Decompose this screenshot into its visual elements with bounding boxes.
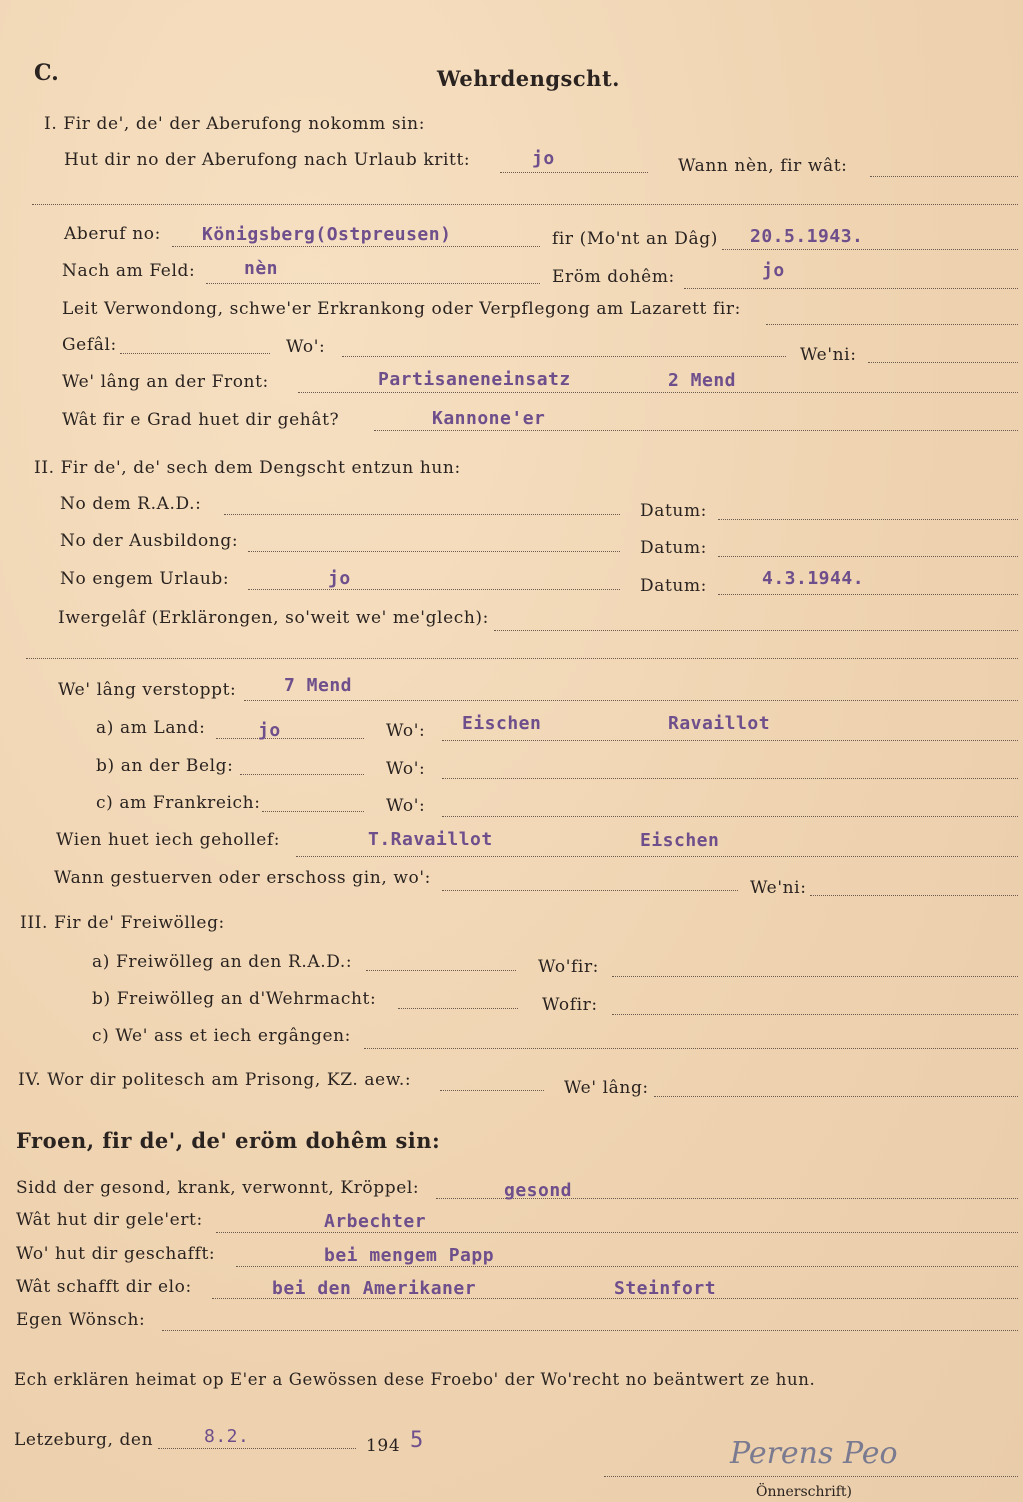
land-wo-value-2[interactable]: Ravaillot bbox=[668, 713, 771, 734]
date-line bbox=[158, 1448, 356, 1449]
gelert-label: Wât hut dir gele'ert: bbox=[16, 1210, 203, 1230]
front-line bbox=[298, 392, 1018, 393]
freiw-wehr-wofir-line bbox=[612, 1014, 1018, 1015]
hut-line bbox=[500, 172, 648, 173]
gefal-weni-line bbox=[868, 362, 1018, 363]
urlaub-datum-label: Datum: bbox=[640, 576, 707, 596]
sidd-label: Sidd der gesond, krank, verwonnt, Kröppel: bbox=[16, 1178, 420, 1198]
hut-label: Hut dir no der Aberufong nach Urlaub kritt: bbox=[64, 150, 471, 170]
fir-value[interactable]: 20.5.1943. bbox=[750, 226, 864, 247]
urlaub-label: No engem Urlaub: bbox=[60, 569, 230, 589]
aberuf-line bbox=[172, 246, 540, 247]
date-value[interactable]: 8.2. bbox=[204, 1426, 250, 1447]
sidd-value[interactable]: gesond bbox=[504, 1180, 573, 1201]
feld-label: Nach am Feld: bbox=[62, 261, 196, 281]
verst-label: We' lâng verstoppt: bbox=[58, 680, 237, 700]
iwerg-label: Iwergelâf (Erklärongen, so'weit we' me'glech): bbox=[58, 608, 489, 628]
frank-label: c) am Frankreich: bbox=[96, 793, 261, 813]
ausb-datum-label: Datum: bbox=[640, 538, 707, 558]
belg-wo-label: Wo': bbox=[386, 759, 426, 779]
front-value[interactable]: Partisaneneinsatz bbox=[378, 369, 571, 390]
geschafft-label: Wo' hut dir geschafft: bbox=[16, 1244, 216, 1264]
frank-wo-label: Wo': bbox=[386, 796, 426, 816]
gefal-wo-label: Wo': bbox=[286, 337, 326, 357]
geschafft-value[interactable]: bei mengem Papp bbox=[324, 1245, 495, 1266]
freiw-rad-wofir-label: Wo'fir: bbox=[538, 957, 600, 977]
frank-line bbox=[262, 811, 364, 812]
erom-line bbox=[684, 288, 1018, 289]
signature: Perens Peo bbox=[730, 1436, 898, 1471]
urlaub-line bbox=[248, 589, 620, 590]
freiw-rad-line bbox=[366, 970, 516, 971]
land-value[interactable]: jo bbox=[258, 720, 281, 741]
elo-label: Wât schafft dir elo: bbox=[16, 1277, 192, 1297]
froen-heading: Froen, fir de', de' eröm dohêm sin: bbox=[16, 1128, 441, 1153]
freiw-wehr-label: b) Freiwölleg an d'Wehrmacht: bbox=[92, 989, 377, 1009]
section-i-heading: I. Fir de', de' der Aberufong nokomm sin: bbox=[44, 114, 426, 134]
land-wo-label: Wo': bbox=[386, 721, 426, 741]
section-letter: C. bbox=[34, 60, 59, 86]
feld-value[interactable]: nèn bbox=[244, 258, 279, 279]
rad-label: No dem R.A.D.: bbox=[60, 494, 202, 514]
grad-line bbox=[374, 430, 1018, 431]
frank-wo-line bbox=[442, 816, 1018, 817]
verst-value[interactable]: 7 Mend bbox=[284, 675, 353, 696]
gehollef-line bbox=[296, 856, 1018, 857]
front-label: We' lâng an der Front: bbox=[62, 372, 269, 392]
rad-line bbox=[224, 514, 620, 515]
rad-datum-line bbox=[718, 519, 1018, 520]
place-label: Letzeburg, den bbox=[14, 1430, 154, 1450]
gehollef-value[interactable]: T.Ravaillot bbox=[368, 829, 493, 850]
prisong-line bbox=[440, 1090, 544, 1091]
urlaub-datum-value[interactable]: 4.3.1944. bbox=[762, 568, 865, 589]
section-ii-heading: II. Fir de', de' sech dem Dengscht entzun hun: bbox=[34, 458, 461, 478]
belg-label: b) an der Belg: bbox=[96, 756, 234, 776]
ergangen-line bbox=[364, 1048, 1018, 1049]
land-wo-line bbox=[442, 740, 1018, 741]
elo-value-2[interactable]: Steinfort bbox=[614, 1278, 717, 1299]
gefal-wo-line bbox=[342, 356, 786, 357]
freiw-rad-label: a) Freiwölleg an den R.A.D.: bbox=[92, 952, 353, 972]
gelert-line bbox=[216, 1232, 1018, 1233]
front-value-2[interactable]: 2 Mend bbox=[668, 370, 737, 391]
verst-line bbox=[244, 700, 1018, 701]
gelert-value[interactable]: Arbechter bbox=[324, 1211, 427, 1232]
prisong-welang-label: We' lâng: bbox=[564, 1078, 649, 1098]
urlaub-value[interactable]: jo bbox=[328, 568, 351, 589]
land-wo-value[interactable]: Eischen bbox=[462, 713, 542, 734]
ausb-line bbox=[248, 551, 620, 552]
grad-value[interactable]: Kannone'er bbox=[432, 408, 546, 429]
signature-label: Önnerschrift) bbox=[756, 1484, 852, 1500]
geschafft-line bbox=[236, 1266, 1018, 1267]
gestuerwen-label: Wann gestuerven oder erschoss gin, wo': bbox=[54, 868, 431, 888]
section-iii-heading: III. Fir de' Freiwölleg: bbox=[20, 913, 225, 933]
land-label: a) am Land: bbox=[96, 718, 206, 738]
gehollef-label: Wien huet iech gehollef: bbox=[56, 830, 281, 850]
freiw-wehr-wofir-label: Wofir: bbox=[542, 995, 598, 1015]
iwerg-line-2 bbox=[26, 658, 1018, 659]
wann-line bbox=[870, 176, 1018, 177]
year-prefix: 194 bbox=[366, 1436, 401, 1456]
ergangen-label: c) We' ass et iech ergângen: bbox=[92, 1026, 352, 1046]
land-line bbox=[216, 738, 364, 739]
freiw-wehr-line bbox=[398, 1008, 518, 1009]
page-title: Wehrdengscht. bbox=[437, 66, 620, 91]
belg-wo-line bbox=[442, 778, 1018, 779]
gefal-weni-label: We'ni: bbox=[800, 345, 857, 365]
aberuf-value[interactable]: Königsberg(Ostpreusen) bbox=[202, 224, 452, 245]
gestuerwen-line bbox=[442, 890, 738, 891]
ausb-datum-line bbox=[718, 556, 1018, 557]
erom-value[interactable]: jo bbox=[762, 260, 785, 281]
rad-datum-label: Datum: bbox=[640, 501, 707, 521]
belg-line bbox=[240, 774, 364, 775]
iwerg-line bbox=[494, 630, 1018, 631]
feld-line bbox=[206, 283, 540, 284]
wann-line-2 bbox=[32, 204, 1018, 205]
prisong-welang-line bbox=[654, 1096, 1018, 1097]
fir-label: fir (Mo'nt an Dâg) bbox=[552, 229, 718, 249]
year-suffix[interactable]: 5 bbox=[410, 1428, 424, 1453]
gefal-label: Gefâl: bbox=[62, 335, 117, 355]
aberuf-label: Aberuf no: bbox=[64, 224, 161, 244]
urlaub-datum-line bbox=[718, 594, 1018, 595]
gestuerwen-weni-line bbox=[810, 895, 1018, 896]
ausb-label: No der Ausbildong: bbox=[60, 531, 239, 551]
leit-line bbox=[766, 324, 1018, 325]
signature-line bbox=[604, 1476, 1018, 1477]
wonsch-line bbox=[162, 1330, 1018, 1331]
gefal-line bbox=[120, 353, 270, 354]
freiw-rad-wofir-line bbox=[612, 976, 1018, 977]
fir-line bbox=[722, 249, 1018, 250]
declaration: Ech erklären heimat op E'er a Gewössen dese Froebo' der Wo'recht no beäntwert ze hun. bbox=[14, 1370, 816, 1389]
erom-label: Eröm dohêm: bbox=[552, 267, 675, 287]
elo-value[interactable]: bei den Amerikaner bbox=[272, 1278, 477, 1299]
grad-label: Wât fir e Grad huet dir gehât? bbox=[62, 410, 340, 430]
leit-label: Leit Verwondong, schwe'er Erkrankong oder Verpflegong am Lazarett fir: bbox=[62, 299, 741, 319]
wonsch-label: Egen Wönsch: bbox=[16, 1310, 146, 1330]
wann-label: Wann nèn, fir wât: bbox=[678, 156, 848, 176]
gehollef-value-2[interactable]: Eischen bbox=[640, 830, 720, 851]
gestuerwen-weni-label: We'ni: bbox=[750, 878, 807, 898]
section-iv-label: IV. Wor dir politesch am Prisong, KZ. aew.: bbox=[18, 1070, 412, 1090]
hut-value[interactable]: jo bbox=[532, 148, 555, 169]
